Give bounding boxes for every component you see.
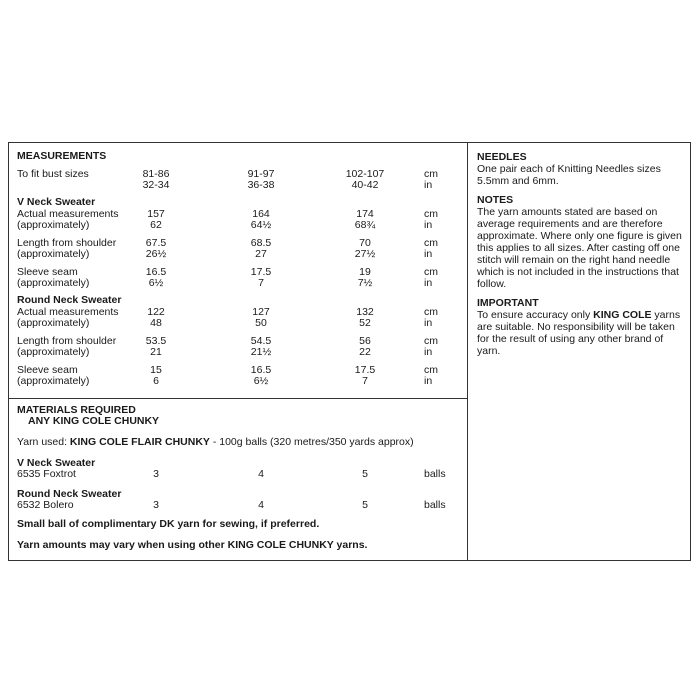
needles-heading: NEEDLES [477,151,527,163]
value-cell: 16.5 [250,364,272,376]
value-cell: 27 [255,248,267,260]
needles-text: One pair each of Knitting Needles sizes 5.5mm and 6mm. [477,163,661,187]
value-cell: 68.5 [250,237,272,249]
column-divider [467,142,468,561]
materials-note: Yarn amounts may vary when using other KING COLE CHUNKY yarns. [17,539,368,551]
unit-cm: cm [424,335,438,347]
value-cell: 7 [258,277,264,289]
materials-heading: MATERIALS REQUIRED [17,404,136,416]
value-cell: 64½ [250,219,272,231]
unit-cm: cm [424,306,438,318]
value-cell: 21½ [250,346,272,358]
row-label-sub: (approximately) [17,346,90,358]
unit-cm: cm [424,168,438,180]
yarn-used-line [17,437,414,448]
row-label: Length from shoulder [17,335,117,347]
value-cell: 62 [150,219,162,231]
value-cell: 122 [147,306,165,318]
value-cell: 52 [359,317,371,329]
material-value: 4 [258,499,264,511]
row-label: Actual measurements [17,306,119,318]
value-cell: 70 [359,237,371,249]
value-cell: 22 [359,346,371,358]
materials-note: Small ball of complimentary DK yarn for sewing, if preferred. [17,518,320,530]
section-divider [8,398,468,399]
row-label-sub: (approximately) [17,219,90,231]
row-label-sub: (approximately) [17,317,90,329]
size-in-2: 36-38 [247,179,275,191]
material-title: V Neck Sweater [17,457,96,469]
unit-cm: cm [424,237,438,249]
unit-in: in [424,277,433,289]
material-value: 3 [153,468,159,480]
notes-heading: NOTES [477,194,514,206]
size-cm-1: 81-86 [142,168,170,180]
value-cell: 17.5 [250,266,272,278]
important-prefix: To ensure accuracy only [477,309,594,321]
value-cell: 54.5 [250,335,272,347]
row-label: Sleeve seam [17,266,78,278]
value-cell: 6½ [148,277,164,289]
important-text [477,309,685,357]
value-cell: 19 [359,266,371,278]
value-cell: 6½ [253,375,269,387]
value-cell: 174 [356,208,374,220]
material-shade: 6535 Foxtrot [17,468,76,480]
unit-cm: cm [424,364,438,376]
needles-section [477,151,685,187]
row-label: Length from shoulder [17,237,117,249]
important-heading: IMPORTANT [477,297,539,309]
unit-in: in [424,317,433,329]
unit-cm: cm [424,208,438,220]
value-cell: 56 [359,335,371,347]
yarn-used-prefix: Yarn used: [17,436,70,448]
value-cell: 6 [153,375,159,387]
notes-section [477,194,685,290]
notes-text: The yarn amounts stated are based on average requirements and are therefore approximate. Where only one figure is given this applies to all sizes. After casting off one stitch will remain on the right hand needle which is not included in the instructions that follow. [477,206,682,290]
material-value: 5 [362,499,368,511]
important-section [477,297,685,357]
size-cm-3: 102-107 [345,168,385,180]
value-cell: 164 [252,208,270,220]
value-cell: 67.5 [145,237,167,249]
material-title: Round Neck Sweater [17,488,122,500]
value-cell: 127 [252,306,270,318]
unit-cm: cm [424,266,438,278]
material-value: 5 [362,468,368,480]
material-shade: 6532 Bolero [17,499,74,511]
round-neck-title: Round Neck Sweater [17,294,122,306]
row-label-sub: (approximately) [17,375,90,387]
size-in-1: 32-34 [142,179,170,191]
value-cell: 68¾ [354,219,376,231]
fit-bust-label: To fit bust sizes [17,168,89,180]
unit-in: in [424,248,433,260]
important-brand: KING COLE [593,309,652,321]
value-cell: 16.5 [145,266,167,278]
size-cm-2: 91-97 [247,168,275,180]
unit-in: in [424,346,433,358]
material-value: 4 [258,468,264,480]
measurements-heading: MEASUREMENTS [17,150,107,162]
value-cell: 21 [150,346,162,358]
yarn-used-suffix: - 100g balls (320 metres/350 yards approx) [209,436,414,448]
value-cell: 7½ [357,277,373,289]
value-cell: 132 [356,306,374,318]
unit-in: in [424,179,433,191]
value-cell: 7 [362,375,368,387]
value-cell: 26½ [145,248,167,260]
value-cell: 15 [150,364,162,376]
size-in-3: 40-42 [351,179,379,191]
value-cell: 50 [255,317,267,329]
material-unit: balls [424,499,446,511]
value-cell: 17.5 [354,364,376,376]
value-cell: 157 [147,208,165,220]
yarn-used-brand: KING COLE FLAIR CHUNKY [69,436,210,448]
material-unit: balls [424,468,446,480]
row-label: Sleeve seam [17,364,78,376]
value-cell: 48 [150,317,162,329]
materials-subheading: ANY KING COLE CHUNKY [28,415,160,427]
row-label-sub: (approximately) [17,277,90,289]
unit-in: in [424,375,433,387]
v-neck-title: V Neck Sweater [17,196,96,208]
row-label: Actual measurements [17,208,119,220]
important-suffix: yarns are suitable. No responsibility will be taken for the result of using any other brand of yarn. [477,309,681,357]
value-cell: 27½ [354,248,376,260]
unit-in: in [424,219,433,231]
material-value: 3 [153,499,159,511]
value-cell: 53.5 [145,335,167,347]
row-label-sub: (approximately) [17,248,90,260]
